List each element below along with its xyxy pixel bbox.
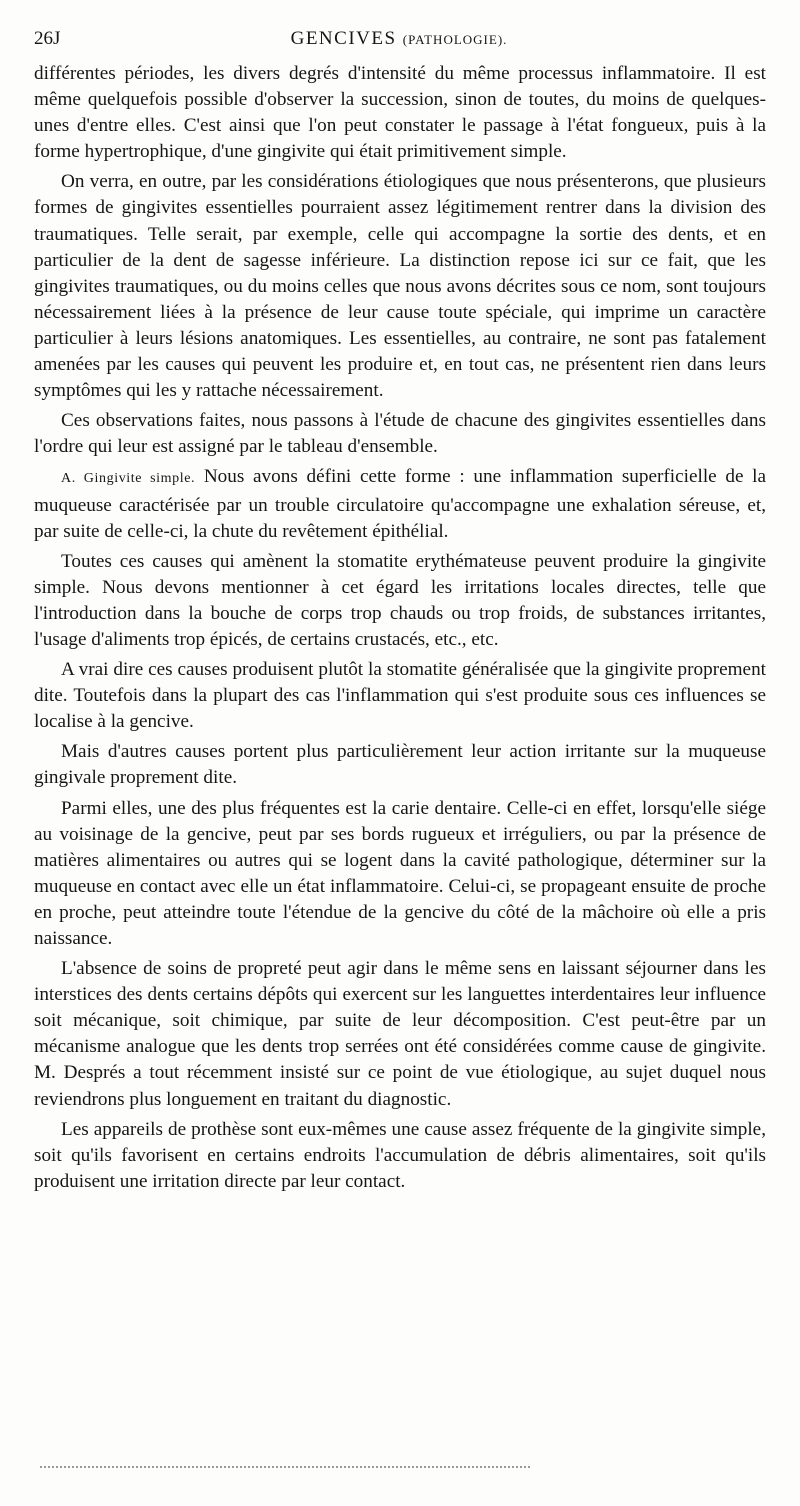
paragraph: Mais d'autres causes portent plus particulièrement leur action irritante sur la muqueuse gingivale proprement dite. <box>34 741 766 789</box>
paragraph: Ces observations faites, nous passons à l'étude de chacune des gingivites essentielles dans l'ordre qui leur est assigné par le tableau d'ensemble. <box>34 410 766 458</box>
page-number: 26J <box>34 28 61 49</box>
section-paragraph-gingivite-simple <box>34 464 766 544</box>
running-title-subtitle: (PATHOLOGIE). <box>402 32 508 47</box>
paragraph: L'absence de soins de propreté peut agir dans le même sens en laissant séjourner dans les interstices des dents certains dépôts qui exercent sur les languettes interdentaires leur influence soit mécanique, soit chimique, par suite de leur décomposition. C'est peut-être par un mécanisme analogue que les dents trop serrées ont été considérées comme cause de gingivite. M. Després a tout récemment insisté sur ce point de vue étiologique, au sujet duquel nous reviendrons plus longuement en traitant du diagnostic. <box>34 958 766 1110</box>
body-text <box>34 61 766 1199</box>
paragraph: A vrai dire ces causes produisent plutôt la stomatite généralisée que la gingivite proprement dite. Toutefois dans la plupart des cas l'inflammation qui s'est produite sous ces influences se localise à la gencive. <box>34 659 766 733</box>
section-heading: A. Gingivite simple. <box>61 471 196 487</box>
paragraph: Parmi elles, une des plus fréquentes est la carie dentaire. Celle-ci en effet, lorsqu'elle siége au voisinage de la gencive, peut par ses bords rugueux et irréguliers, ou par la présence de matières alimentaires ou autres qui se logent dans la cavité pathologique, déterminer sur la muqueuse en contact avec elle un état inflammatoire. Celui-ci, se propageant ensuite de proche en proche, peut atteindre toute l'étendue de la gencive du côté de la mâchoire où elle a pris naissance. <box>34 797 766 949</box>
running-title <box>34 28 764 50</box>
paragraph: Toutes ces causes qui amènent la stomatite erythémateuse peuvent produire la gingivite simple. Nous devons mentionner à cet égard les irritations locales directes, telle que l'introduction dans la bouche de corps trop chauds ou trop froids, de substances irritantes, l'usage d'aliments trop épicés, de certains crustacés, etc., etc. <box>34 550 766 650</box>
running-title-main: GENCIVES <box>290 28 397 49</box>
paragraph: On verra, en outre, par les considérations étiologiques que nous présenterons, que plusieurs formes de gingivites essentielles pourraient assez légitimement rentrer dans la division des traumatiques. Telle serait, par exemple, celle qui accompagne la sortie des dents, et en particulier de la dent de sagesse inférieure. La distinction repose ici sur ce fait, que les gingivites traumatiques, ou du moins celles que nous avons décrites sous ce nom, sont toujours nécessairement liées à la présence de leur cause toute spéciale, qui imprime un caractère particulier à leurs lésions anatomiques. Les essentielles, au contraire, ne sont pas fatalement amenées par les causes qui peuvent les produire et, en tout cas, ne présentent rien dans leurs symptômes qui les y rattache nécessairement. <box>34 171 766 402</box>
footer-rule <box>40 1466 530 1468</box>
running-head <box>34 28 764 56</box>
paragraph: Les appareils de prothèse sont eux-mêmes une cause assez fréquente de la gingivite simple, soit qu'ils favorisent en certains endroits l'accumulation de débris alimentaires, soit qu'ils produisent une irritation directe par leur contact. <box>34 1118 766 1192</box>
paragraph-text: Nous avons défini cette forme : une inflammation superficielle de la muqueuse caractérisée par un trouble circulatoire qu'accompagne une exhalation séreuse, et, par suite de celle-ci, la chute du revêtement épithélial. <box>34 466 767 542</box>
paragraph-continued: différentes périodes, les divers degrés d'intensité du même processus inflammatoire. Il est même quelquefois possible d'observer la succession, sinon de toutes, du moins de quelques-unes d'entre elles. C'est ainsi que l'on peut constater le passage à l'état fongueux, puis à la forme hypertrophique, d'une gingivite qui était primitivement simple. <box>34 63 766 163</box>
